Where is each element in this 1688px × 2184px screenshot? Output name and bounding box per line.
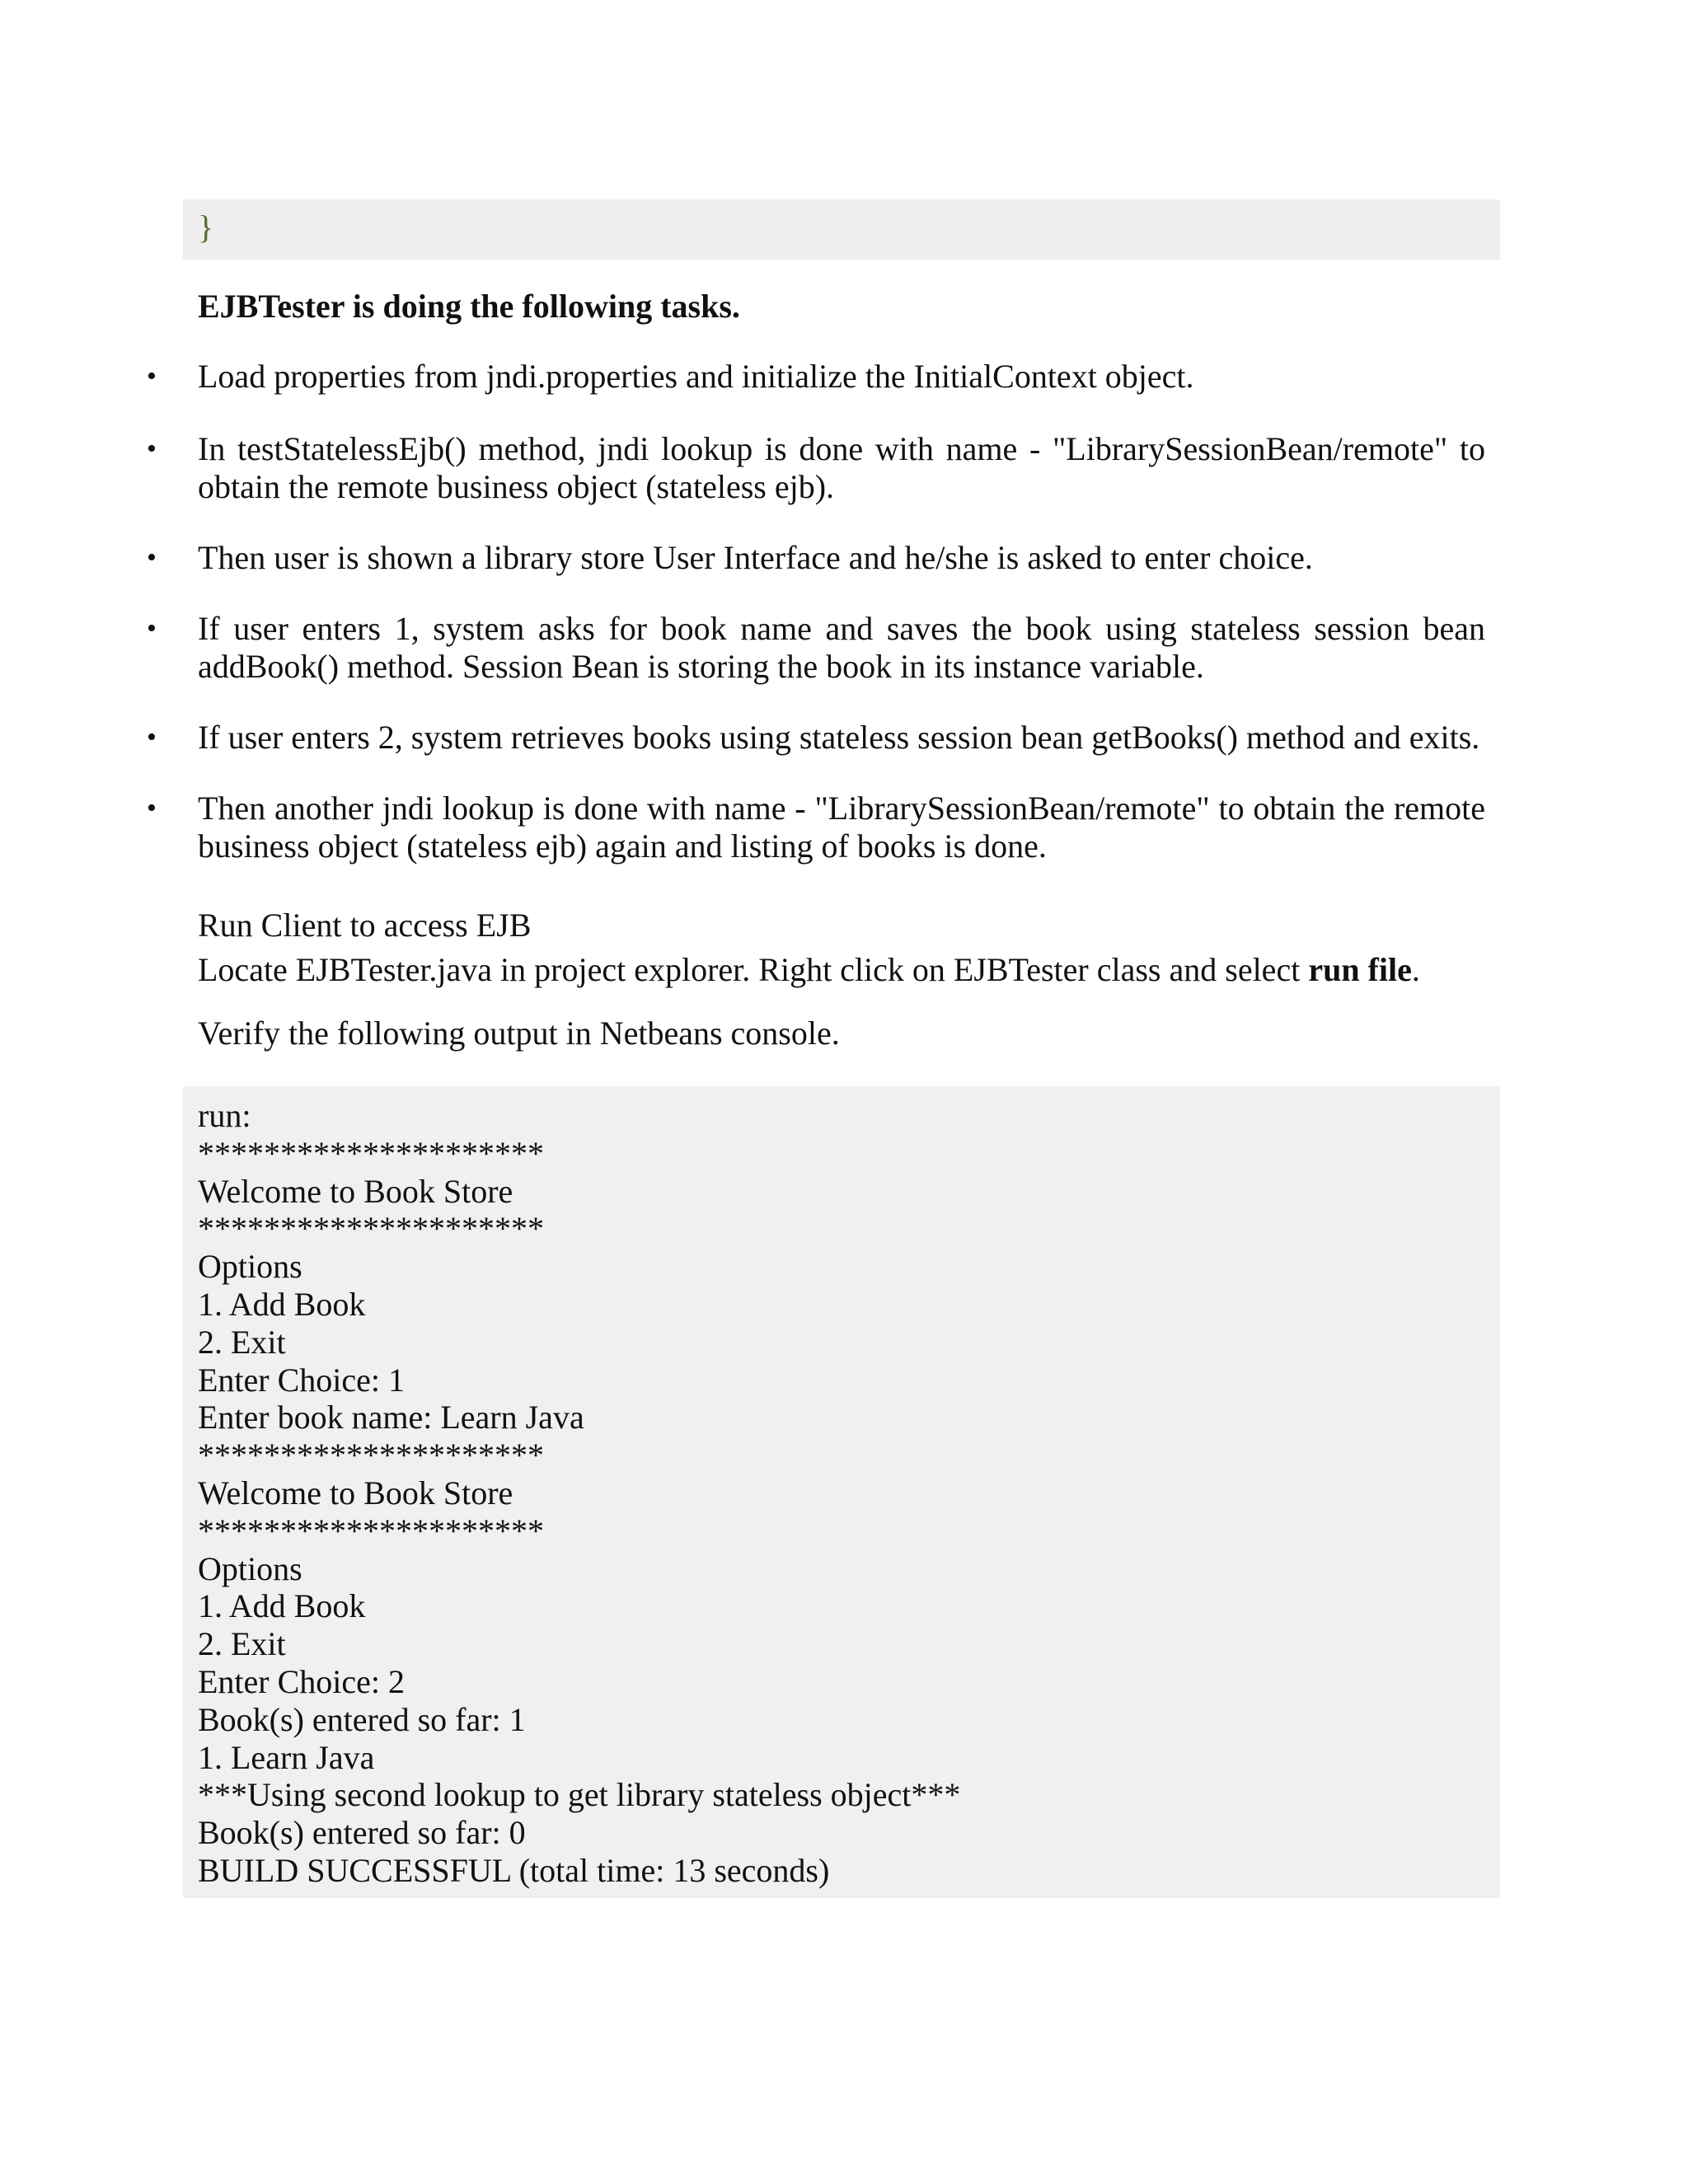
- console-line: Enter book name: Learn Java: [198, 1399, 584, 1436]
- console-line: *********************: [198, 1210, 544, 1248]
- code-block-end: [183, 199, 1500, 260]
- task-text: In testStatelessEjb() method, jndi lookup is done with name - "LibrarySessionBean/remote" to obtain the remote business object (stateless ejb).: [198, 430, 1485, 505]
- console-line: 1. Learn Java: [198, 1738, 375, 1776]
- console-line: 1. Add Book: [198, 1587, 366, 1625]
- task-item: [147, 358, 1485, 396]
- bullet-icon: •: [147, 793, 157, 823]
- bullet-icon: •: [147, 361, 157, 391]
- bullet-icon: •: [147, 722, 157, 752]
- console-line: Book(s) entered so far: 0: [198, 1814, 526, 1852]
- console-line: 2. Exit: [198, 1625, 286, 1663]
- bullet-icon: •: [147, 613, 157, 644]
- console-line: ***Using second lookup to get library stateless object***: [198, 1776, 961, 1814]
- bullet-icon: •: [147, 434, 157, 464]
- console-line: Enter Choice: 1: [198, 1361, 406, 1399]
- locate-instruction: [198, 950, 1500, 990]
- console-line: Options: [198, 1248, 302, 1286]
- console-line: Welcome to Book Store: [198, 1172, 513, 1210]
- task-text: Then another jndi lookup is done with name - "LibrarySessionBean/remote" to obtain the remote business object (stateless ejb) again and listing of books is done.: [198, 790, 1485, 865]
- task-item: [147, 430, 1485, 506]
- task-text: Load properties from jndi.properties and initialize the InitialContext object.: [198, 358, 1194, 395]
- task-item: [147, 610, 1485, 686]
- console-line: *********************: [198, 1436, 544, 1474]
- task-item: [147, 719, 1485, 757]
- console-line: Welcome to Book Store: [198, 1474, 513, 1511]
- task-text: Then user is shown a library store User Interface and he/she is asked to enter choice.: [198, 539, 1313, 576]
- task-item: [147, 790, 1485, 865]
- console-line: *********************: [198, 1511, 544, 1549]
- locate-period: .: [1411, 951, 1420, 988]
- console-output-block: [183, 1086, 1500, 1898]
- console-line: *********************: [198, 1134, 544, 1172]
- section-heading: EJBTester is doing the following tasks.: [198, 288, 740, 325]
- locate-text: Locate EJBTester.java in project explorer. Right click on EJBTester class and select: [198, 951, 1309, 988]
- console-line: Options: [198, 1549, 302, 1587]
- closing-brace: }: [198, 209, 214, 246]
- task-text: If user enters 2, system retrieves books using stateless session bean getBooks() method and exits.: [198, 719, 1480, 756]
- console-line: 2. Exit: [198, 1323, 286, 1361]
- run-file-emphasis: run file: [1308, 951, 1412, 988]
- console-line: run:: [198, 1097, 251, 1134]
- verify-instruction: Verify the following output in Netbeans console.: [198, 1015, 840, 1052]
- run-client-title: Run Client to access EJB: [198, 907, 532, 944]
- task-item: [147, 539, 1485, 577]
- console-line: Book(s) entered so far: 1: [198, 1700, 526, 1738]
- bullet-icon: •: [147, 542, 157, 573]
- console-line: BUILD SUCCESSFUL (total time: 13 seconds): [198, 1851, 830, 1889]
- console-line: Enter Choice: 2: [198, 1662, 406, 1700]
- console-line: 1. Add Book: [198, 1285, 366, 1323]
- task-text: If user enters 1, system asks for book name and saves the book using stateless session bean addBook() method. Session Bean is storing the book in its instance variable.: [198, 610, 1485, 685]
